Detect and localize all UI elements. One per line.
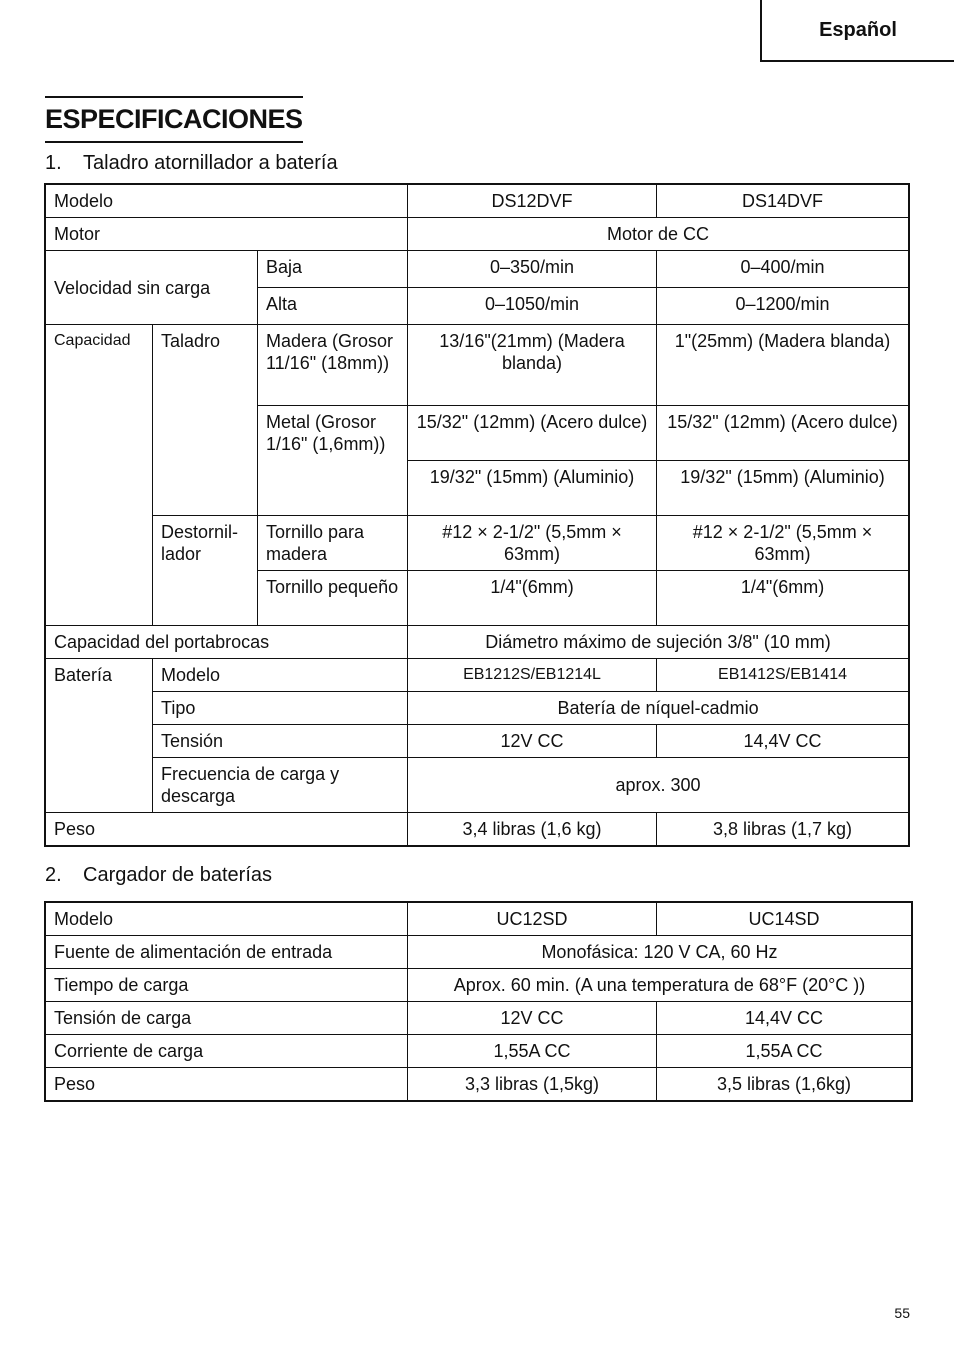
table-row: [46, 758, 909, 813]
row-label-tension-carga: Tensión de carga: [46, 1002, 408, 1035]
charge-current-uc14: 1,55A CC: [657, 1035, 912, 1068]
speed-low-ds12: 0–350/min: [408, 251, 657, 288]
table-row: [46, 1002, 912, 1035]
charge-voltage-uc12: 12V CC: [408, 1002, 657, 1035]
row-label-tipo: Tipo: [153, 692, 408, 725]
motor-value: Motor de CC: [408, 218, 909, 251]
steel-capacity-ds12: 15/32" (12mm) (Acero dulce): [408, 406, 657, 461]
chuck-capacity-value: Diámetro máximo de sujeción 3/8" (10 mm): [408, 626, 909, 659]
table-row: [46, 1068, 912, 1101]
weight-ds12: 3,4 libras (1,6 kg): [408, 813, 657, 846]
section-2-title: Cargador de baterías: [83, 864, 273, 886]
section-1-number: 1.: [45, 152, 62, 174]
charger-weight-uc14: 3,5 libras (1,6kg): [657, 1068, 912, 1101]
small-screw-ds12: 1/4"(6mm): [408, 571, 657, 626]
table-row: [46, 185, 909, 218]
speed-low-ds14: 0–400/min: [657, 251, 909, 288]
wood-capacity-ds12: 13/16"(21mm) (Madera blanda): [408, 325, 657, 406]
row-label-portabrocas: Capacidad del portabrocas: [46, 626, 408, 659]
row-label-bateria-modelo: Modelo: [153, 659, 408, 692]
row-label-modelo: Modelo: [46, 903, 408, 936]
wood-screw-ds14: #12 × 2-1/2" (5,5mm × 63mm): [657, 516, 909, 571]
row-label-tornillo-madera: Tornillo para madera: [258, 516, 408, 571]
row-label-madera: Madera (Grosor 11/16" (18mm)): [258, 325, 408, 406]
charger-model-uc14sd: UC14SD: [657, 903, 912, 936]
table-row: [46, 936, 912, 969]
speed-high-ds14: 0–1200/min: [657, 288, 909, 325]
aluminum-capacity-ds14: 19/32" (15mm) (Aluminio): [657, 461, 909, 516]
steel-capacity-ds14: 15/32" (12mm) (Acero dulce): [657, 406, 909, 461]
table-row: [46, 516, 909, 571]
language-label: Español: [819, 18, 897, 41]
charge-current-uc12: 1,55A CC: [408, 1035, 657, 1068]
battery-voltage-ds14: 14,4V CC: [657, 725, 909, 758]
wood-capacity-ds14: 1"(25mm) (Madera blanda): [657, 325, 909, 406]
weight-ds14: 3,8 libras (1,7 kg): [657, 813, 909, 846]
row-label-modelo: Modelo: [46, 185, 408, 218]
row-label-velocidad: Velocidad sin carga: [46, 251, 258, 325]
drill-spec-table: [45, 184, 909, 846]
table-row: [46, 1035, 912, 1068]
row-label-tornillo-pequeno: Tornillo pequeño: [258, 571, 408, 626]
section-2-heading: [45, 863, 272, 887]
input-power-value: Monofásica: 120 V CA, 60 Hz: [408, 936, 912, 969]
wood-screw-ds12: #12 × 2-1/2" (5,5mm × 63mm): [408, 516, 657, 571]
row-label-corriente: Corriente de carga: [46, 1035, 408, 1068]
charger-weight-uc12: 3,3 libras (1,5kg): [408, 1068, 657, 1101]
table-row: [46, 218, 909, 251]
small-screw-ds14: 1/4"(6mm): [657, 571, 909, 626]
row-label-taladro: Taladro: [153, 325, 258, 516]
section-1-heading: [45, 151, 338, 175]
row-label-capacidad: Capacidad: [46, 325, 153, 626]
language-tab: [760, 0, 954, 62]
charger-spec-table: [45, 902, 912, 1101]
row-label-baja: Baja: [258, 251, 408, 288]
aluminum-capacity-ds12: 19/32" (15mm) (Aluminio): [408, 461, 657, 516]
charge-voltage-uc14: 14,4V CC: [657, 1002, 912, 1035]
row-label-tension: Tensión: [153, 725, 408, 758]
charge-cycles-value: aprox. 300: [408, 758, 909, 813]
speed-high-ds12: 0–1050/min: [408, 288, 657, 325]
row-label-alta: Alta: [258, 288, 408, 325]
battery-model-ds12: EB1212S/EB1214L: [408, 659, 657, 692]
charge-time-value: Aprox. 60 min. (A una temperatura de 68°F (20°C )): [408, 969, 912, 1002]
row-label-metal: Metal (Grosor 1/16" (1,6mm)): [258, 406, 408, 516]
page-title: ESPECIFICACIONES: [45, 96, 303, 143]
row-label-destornillador: Destornil- lador: [153, 516, 258, 626]
section-1-title: Taladro atornillador a batería: [83, 152, 338, 174]
battery-model-ds14: EB1412S/EB1414: [657, 659, 909, 692]
page-number: 55: [894, 1305, 910, 1321]
model-ds14dvf: DS14DVF: [657, 185, 909, 218]
table-row: [46, 813, 909, 846]
table-row: [46, 251, 909, 288]
battery-type-value: Batería de níquel-cadmio: [408, 692, 909, 725]
model-ds12dvf: DS12DVF: [408, 185, 657, 218]
table-row: [46, 903, 912, 936]
table-row: [46, 692, 909, 725]
row-label-peso: Peso: [46, 1068, 408, 1101]
row-label-motor: Motor: [46, 218, 408, 251]
table-row: [46, 659, 909, 692]
row-label-peso: Peso: [46, 813, 408, 846]
battery-voltage-ds12: 12V CC: [408, 725, 657, 758]
section-2-number: 2.: [45, 864, 62, 886]
table-row: [46, 325, 909, 406]
table-row: [46, 725, 909, 758]
charger-model-uc12sd: UC12SD: [408, 903, 657, 936]
table-row: [46, 969, 912, 1002]
row-label-tiempo: Tiempo de carga: [46, 969, 408, 1002]
row-label-bateria: Batería: [46, 659, 153, 813]
table-row: [46, 626, 909, 659]
row-label-frecuencia: Frecuencia de carga y descarga: [153, 758, 408, 813]
row-label-fuente: Fuente de alimentación de entrada: [46, 936, 408, 969]
